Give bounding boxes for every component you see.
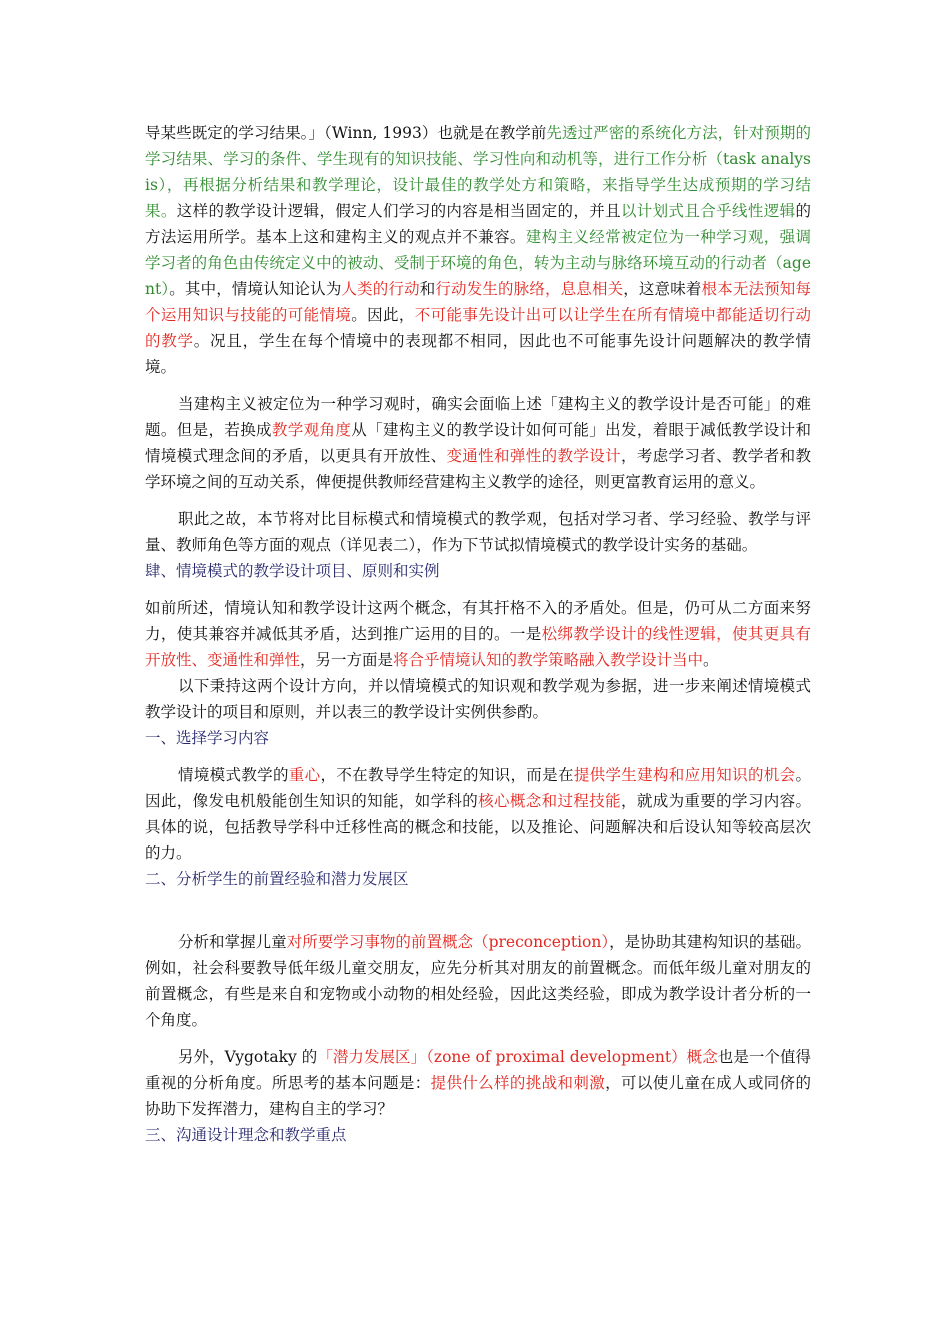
- paragraph-select-content: [145, 762, 811, 866]
- body-text: ，考虑学习者、教学者和教学环境之间的互动关系，俾便提供教师经营建构主义教学的途径，则更富教育运用的意义。: [145, 447, 811, 491]
- body-text: ，不在教导学生特定的知识，而是在: [320, 766, 574, 784]
- section-heading-4: 肆、情境模式的教学设计项目、原则和实例: [145, 562, 440, 580]
- body-text: 当建构主义被定位为一种学习观时，确实会面临上述「建构主义的教学设计是否可能」的难题。但是，若换成: [145, 395, 811, 439]
- paragraph-zpd: [145, 1044, 811, 1122]
- body-text: 。因此，: [351, 306, 415, 324]
- body-text: 职此之故，本节将对比目标模式和情境模式的教学观，包括对学习者、学习经验、教学与评量、教师角色等方面的观点（详见表二），作为下节试拟情境模式的教学设计实务的基础。: [145, 510, 811, 554]
- highlighted-text: 人类的行动: [341, 280, 420, 298]
- body-text: ，是协助其建构知识的基础。例如，社会科要教导低年级儿童交朋友，应先分析其对朋友的前置概念。而低年级儿童对朋友的前置概念，有些是来自和宠物或小动物的相处经验，因此这类经验，即成为教学设计者分析的一个角度。: [145, 933, 811, 1029]
- subheading-select-content: 一、选择学习内容: [145, 729, 270, 747]
- body-text: ，就成为重要的学习内容。具体的说，包括教导学科中迁移性高的概念和技能，以及推论、问题解决和后设认知等较高层次的力。: [145, 792, 811, 862]
- highlighted-text: 行动发生的脉络，息息相关: [435, 280, 624, 298]
- paragraph-design-items-intro: [145, 673, 811, 725]
- highlighted-text: 提供什么样的挑战和刺激: [430, 1074, 606, 1092]
- subheading-communicate-ideas: 三、沟通设计理念和教学重点: [145, 1126, 347, 1144]
- highlighted-text: 不可能事先设计出可以让学生在所有情境中都能适切行动的教学: [145, 306, 811, 350]
- highlighted-text: 以计划式且合乎线性逻辑: [620, 202, 796, 220]
- body-text: 分析和掌握儿童: [178, 933, 287, 951]
- highlighted-text: 建构主义经常被定位为一种学习观，强调学习者的角色由传统定义中的被动、受制于环境的角色，转为主动与脉络环境互动的行动者（agent）: [145, 228, 811, 298]
- highlighted-text: 将合乎情境认知的教学策略融入教学设计当中: [393, 651, 704, 669]
- highlighted-text: 对所要学习事物的前置概念（preconception）: [286, 933, 610, 951]
- highlighted-text: 松绑教学设计的线性逻辑，使其更具有开放性、变通性和弹性: [145, 625, 811, 669]
- body-text: 的方法运用所学。基本上这和建构主义的观点并不兼容。: [145, 202, 811, 246]
- highlighted-text: 先透过严密的系统化方法，针对预期的学习结果、学习的条件、学生现有的知识技能、学习性向和动机等，进行工作分析（task analysis），再根据分析结果和教学理论，设计最佳的教学处方和策略，来指导学生达成预期的学习结果。: [145, 124, 811, 220]
- body-text: 从「建构主义的教学设计如何可能」出发，着眼于减低教学设计和情境模式理念间的矛盾，以更具有开放性、: [145, 421, 811, 465]
- paragraph-comparison-intro: [145, 506, 811, 558]
- highlighted-text: 变通性和弹性的教学设计: [446, 447, 621, 465]
- paragraph-teaching-perspective: [145, 391, 811, 495]
- highlighted-text: 教学观角度: [271, 421, 352, 439]
- body-text: 和: [419, 280, 436, 298]
- body-text: 。况且，学生在每个情境中的表现都不相同，因此也不可能事先设计问题解决的教学情境。: [145, 332, 811, 376]
- paragraph-instructional-design-logic: [145, 120, 811, 380]
- highlighted-text: 重心: [288, 766, 321, 784]
- body-text: ，可以使儿童在成人或同侪的协助下发挥潜力，建构自主的学习？: [145, 1074, 811, 1118]
- body-text: 导某些既定的学习结果。」（Winn, 1993）也就是在教学前: [145, 124, 547, 142]
- body-text: 也是一个值得重视的分析角度。所思考的基本问题是：: [145, 1048, 811, 1092]
- body-text: 以下秉持这两个设计方向，并以情境模式的知识观和教学观为参据，进一步来阐述情境模式教学设计的项目和原则，并以表三的教学设计实例供参酌。: [145, 677, 811, 721]
- body-text: 如前所述，情境认知和教学设计这两个概念，有其扞格不入的矛盾处。但是，仍可从二方面来努力，使其兼容并减低其矛盾，达到推广运用的目的。一是: [145, 599, 811, 643]
- body-text: 。其中，情境认知论认为: [169, 280, 342, 298]
- body-text: ，这意味着: [623, 280, 702, 298]
- body-text: 。: [703, 651, 719, 669]
- highlighted-text: 「潜力发展区」（zone of proximal development）概念: [317, 1048, 718, 1066]
- body-text: ，另一方面是: [300, 651, 394, 669]
- paragraph-preconception: [145, 929, 811, 1033]
- body-text: 另外，Vygotaky 的: [178, 1048, 318, 1066]
- subheading-analyze-experience: 二、分析学生的前置经验和潜力发展区: [145, 870, 409, 888]
- body-text: 这样的教学设计逻辑，假定人们学习的内容是相当固定的，并且: [176, 202, 621, 220]
- body-text: 。因此，像发电机般能创生知识的知能，如学科的: [145, 766, 811, 810]
- highlighted-text: 根本无法预知每个运用知识与技能的可能情境: [145, 280, 811, 324]
- highlighted-text: 核心概念和过程技能: [478, 792, 621, 810]
- body-text: 情境模式教学的: [178, 766, 289, 784]
- document-body: [145, 120, 811, 1148]
- paragraph-two-directions: [145, 595, 811, 673]
- highlighted-text: 提供学生建构和应用知识的机会: [573, 766, 796, 784]
